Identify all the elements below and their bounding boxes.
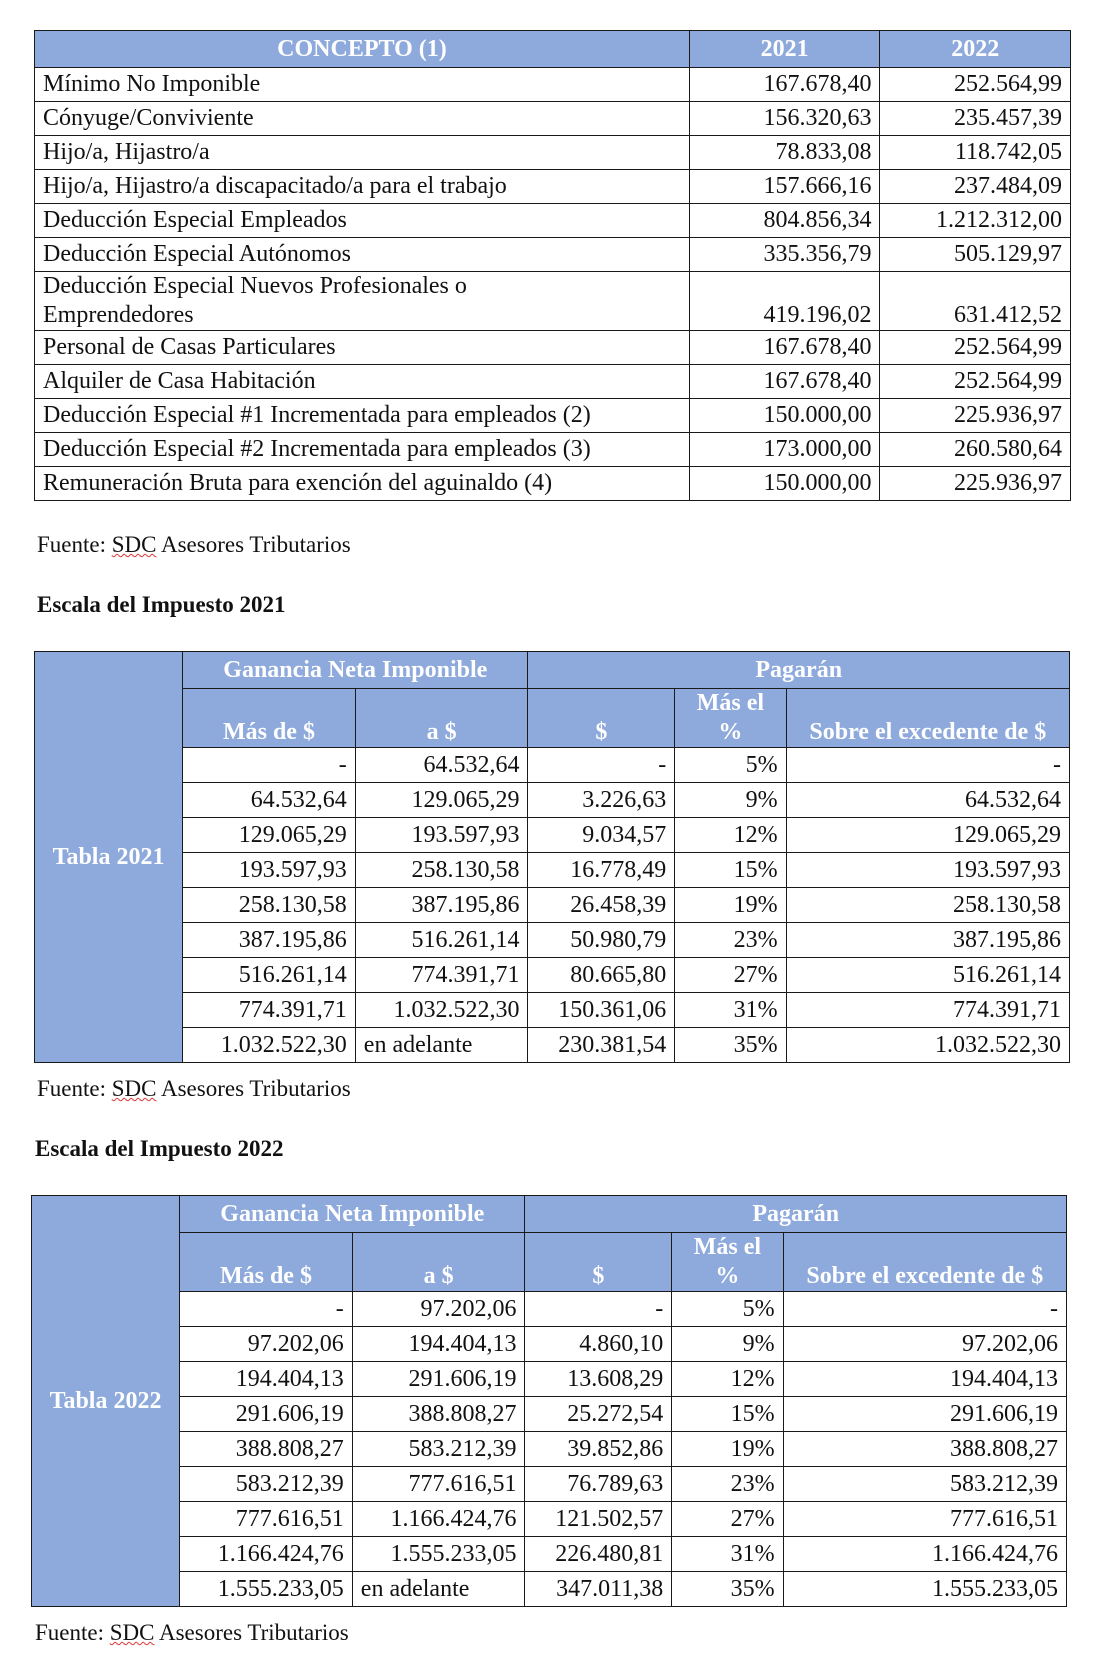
from-cell: 193.597,93 (183, 853, 356, 888)
table-row (35, 818, 1070, 853)
col-header-excess: Sobre el excedente de $ (786, 689, 1069, 748)
percent-cell: 9% (672, 1327, 783, 1362)
concepts-table (34, 30, 1071, 501)
to-cell: 258.130,58 (355, 853, 528, 888)
source-org: SDC (111, 532, 157, 557)
from-cell: - (180, 1292, 353, 1327)
excess-cell: 1.032.522,30 (786, 1028, 1069, 1063)
amount-cell: - (528, 748, 675, 783)
to-cell: 97.202,06 (352, 1292, 525, 1327)
concept-cell: Deducción Especial #2 Incrementada para empleados (3) (35, 433, 690, 467)
amount-cell: 80.665,80 (528, 958, 675, 993)
source-label: Fuente: (35, 1620, 104, 1645)
value-2021-cell: 419.196,02 (689, 272, 880, 331)
excess-cell: 388.808,27 (783, 1432, 1066, 1467)
to-cell: 194.404,13 (352, 1327, 525, 1362)
table-row (35, 467, 1071, 501)
to-cell: 777.616,51 (352, 1467, 525, 1502)
group-header-income: Ganancia Neta Imponible (183, 652, 528, 689)
amount-cell: 50.980,79 (528, 923, 675, 958)
concept-cell: Personal de Casas Particulares (35, 331, 690, 365)
to-cell: 583.212,39 (352, 1432, 525, 1467)
amount-cell: 9.034,57 (528, 818, 675, 853)
source-org: SDC (111, 1076, 157, 1101)
excess-cell: 1.166.424,76 (783, 1537, 1066, 1572)
from-cell: 291.606,19 (180, 1397, 353, 1432)
excess-cell: 258.130,58 (786, 888, 1069, 923)
col-header-percent-line2: % (718, 719, 743, 745)
value-2021-cell: 150.000,00 (689, 467, 880, 501)
table-row (35, 365, 1071, 399)
value-2022-cell: 631.412,52 (880, 272, 1071, 331)
scale-2022-heading: Escala del Impuesto 2022 (35, 1136, 284, 1161)
concept-cell (35, 272, 690, 331)
table-row (35, 331, 1071, 365)
concept-cell: Hijo/a, Hijastro/a discapacitado/a para el trabajo (35, 170, 690, 204)
table-row (35, 958, 1070, 993)
amount-cell: 226.480,81 (525, 1537, 672, 1572)
scale-2021-heading: Escala del Impuesto 2021 (37, 592, 286, 617)
percent-cell: 5% (672, 1292, 783, 1327)
percent-cell: 27% (675, 958, 786, 993)
to-cell: 516.261,14 (355, 923, 528, 958)
col-header-percent-line1: Más el (696, 690, 765, 716)
value-2021-cell: 173.000,00 (689, 433, 880, 467)
source-label: Fuente: (37, 1076, 106, 1101)
excess-cell: - (786, 748, 1069, 783)
percent-cell: 23% (675, 923, 786, 958)
excess-cell: 193.597,93 (786, 853, 1069, 888)
group-header-row (32, 1196, 1067, 1233)
concept-column-header: CONCEPTO (1) (35, 31, 690, 68)
table-row (32, 1467, 1067, 1502)
table-row (35, 433, 1071, 467)
from-cell: 583.212,39 (180, 1467, 353, 1502)
table-row (32, 1537, 1067, 1572)
value-2021-cell: 167.678,40 (689, 68, 880, 102)
to-cell: 774.391,71 (355, 958, 528, 993)
col-header-percent-line2: % (715, 1263, 740, 1289)
concept-line-2: Emprendedores (43, 302, 194, 328)
to-cell: 193.597,93 (355, 818, 528, 853)
concept-cell: Mínimo No Imponible (35, 68, 690, 102)
source-note (35, 1620, 349, 1646)
value-2022-cell: 118.742,05 (880, 136, 1071, 170)
table-row (32, 1432, 1067, 1467)
col-header-excess: Sobre el excedente de $ (783, 1233, 1066, 1292)
percent-cell: 31% (672, 1537, 783, 1572)
year-2021-column-header: 2021 (689, 31, 880, 68)
value-2021-cell: 78.833,08 (689, 136, 880, 170)
percent-cell: 5% (675, 748, 786, 783)
value-2022-cell: 237.484,09 (880, 170, 1071, 204)
table-row (35, 923, 1070, 958)
table-row (35, 399, 1071, 433)
percent-cell: 31% (675, 993, 786, 1028)
to-cell: 387.195,86 (355, 888, 528, 923)
amount-cell: 13.608,29 (525, 1362, 672, 1397)
table-row (35, 102, 1071, 136)
excess-cell: 583.212,39 (783, 1467, 1066, 1502)
col-header-amount: $ (525, 1233, 672, 1292)
column-header-row (32, 1233, 1067, 1292)
amount-cell: 347.011,38 (525, 1572, 672, 1607)
source-label: Fuente: (37, 532, 106, 557)
from-cell: 64.532,64 (183, 783, 356, 818)
col-header-from: Más de $ (183, 689, 356, 748)
concept-cell: Remuneración Bruta para exención del aguinaldo (4) (35, 467, 690, 501)
to-cell: 1.032.522,30 (355, 993, 528, 1028)
table-row (35, 993, 1070, 1028)
to-cell: 291.606,19 (352, 1362, 525, 1397)
percent-cell: 12% (675, 818, 786, 853)
percent-cell: 15% (675, 853, 786, 888)
excess-cell: 97.202,06 (783, 1327, 1066, 1362)
value-2022-cell: 1.212.312,00 (880, 204, 1071, 238)
excess-cell: - (783, 1292, 1066, 1327)
col-header-amount: $ (528, 689, 675, 748)
source-org: SDC (109, 1620, 155, 1645)
excess-cell: 777.616,51 (783, 1502, 1066, 1537)
col-header-percent (675, 689, 786, 748)
col-header-to: a $ (352, 1233, 525, 1292)
side-label: Tabla 2021 (35, 652, 183, 1063)
concepts-header-row (35, 31, 1071, 68)
table-row (35, 68, 1071, 102)
value-2022-cell: 252.564,99 (880, 331, 1071, 365)
concept-cell: Deducción Especial Autónomos (35, 238, 690, 272)
group-header-income: Ganancia Neta Imponible (180, 1196, 525, 1233)
value-2022-cell: 252.564,99 (880, 68, 1071, 102)
excess-cell: 516.261,14 (786, 958, 1069, 993)
source-note (37, 1076, 351, 1102)
table-row (35, 272, 1071, 331)
amount-cell: - (525, 1292, 672, 1327)
value-2022-cell: 235.457,39 (880, 102, 1071, 136)
from-cell: 1.166.424,76 (180, 1537, 353, 1572)
percent-cell: 9% (675, 783, 786, 818)
concept-cell: Deducción Especial #1 Incrementada para empleados (2) (35, 399, 690, 433)
from-cell: 387.195,86 (183, 923, 356, 958)
value-2021-cell: 335.356,79 (689, 238, 880, 272)
from-cell: 1.032.522,30 (183, 1028, 356, 1063)
year-2022-column-header: 2022 (880, 31, 1071, 68)
col-header-percent (672, 1233, 783, 1292)
percent-cell: 35% (675, 1028, 786, 1063)
amount-cell: 4.860,10 (525, 1327, 672, 1362)
concept-line-1: Deducción Especial Nuevos Profesionales o (43, 273, 467, 299)
to-cell: en adelante (352, 1572, 525, 1607)
concept-cell: Alquiler de Casa Habitación (35, 365, 690, 399)
table-row (35, 170, 1071, 204)
table-row (35, 888, 1070, 923)
table-row (35, 238, 1071, 272)
to-cell: 64.532,64 (355, 748, 528, 783)
amount-cell: 25.272,54 (525, 1397, 672, 1432)
value-2022-cell: 252.564,99 (880, 365, 1071, 399)
table-row (35, 853, 1070, 888)
amount-cell: 121.502,57 (525, 1502, 672, 1537)
table-row (35, 783, 1070, 818)
from-cell: 97.202,06 (180, 1327, 353, 1362)
amount-cell: 26.458,39 (528, 888, 675, 923)
value-2021-cell: 157.666,16 (689, 170, 880, 204)
table-row (35, 1028, 1070, 1063)
group-header-pay: Pagarán (525, 1196, 1067, 1233)
percent-cell: 15% (672, 1397, 783, 1432)
from-cell: 516.261,14 (183, 958, 356, 993)
table-row (32, 1327, 1067, 1362)
amount-cell: 150.361,06 (528, 993, 675, 1028)
from-cell: - (183, 748, 356, 783)
excess-cell: 64.532,64 (786, 783, 1069, 818)
from-cell: 774.391,71 (183, 993, 356, 1028)
amount-cell: 230.381,54 (528, 1028, 675, 1063)
concept-cell: Hijo/a, Hijastro/a (35, 136, 690, 170)
value-2021-cell: 804.856,34 (689, 204, 880, 238)
amount-cell: 39.852,86 (525, 1432, 672, 1467)
group-header-pay: Pagarán (528, 652, 1070, 689)
value-2022-cell: 505.129,97 (880, 238, 1071, 272)
value-2021-cell: 156.320,63 (689, 102, 880, 136)
percent-cell: 23% (672, 1467, 783, 1502)
amount-cell: 16.778,49 (528, 853, 675, 888)
table-row (32, 1572, 1067, 1607)
excess-cell: 774.391,71 (786, 993, 1069, 1028)
table-row (35, 136, 1071, 170)
excess-cell: 291.606,19 (783, 1397, 1066, 1432)
table-row (32, 1502, 1067, 1537)
percent-cell: 27% (672, 1502, 783, 1537)
from-cell: 258.130,58 (183, 888, 356, 923)
col-header-from: Más de $ (180, 1233, 353, 1292)
percent-cell: 19% (672, 1432, 783, 1467)
to-cell: 1.166.424,76 (352, 1502, 525, 1537)
value-2021-cell: 167.678,40 (689, 365, 880, 399)
excess-cell: 387.195,86 (786, 923, 1069, 958)
table-row (32, 1362, 1067, 1397)
from-cell: 388.808,27 (180, 1432, 353, 1467)
from-cell: 194.404,13 (180, 1362, 353, 1397)
percent-cell: 19% (675, 888, 786, 923)
group-header-row (35, 652, 1070, 689)
concept-cell: Deducción Especial Empleados (35, 204, 690, 238)
amount-cell: 3.226,63 (528, 783, 675, 818)
excess-cell: 129.065,29 (786, 818, 1069, 853)
source-rest: Asesores Tributarios (158, 1620, 349, 1645)
source-rest: Asesores Tributarios (160, 1076, 351, 1101)
value-2021-cell: 150.000,00 (689, 399, 880, 433)
table-row (32, 1397, 1067, 1432)
scale-2021-table (34, 651, 1070, 1063)
source-rest: Asesores Tributarios (160, 532, 351, 557)
percent-cell: 12% (672, 1362, 783, 1397)
value-2022-cell: 260.580,64 (880, 433, 1071, 467)
excess-cell: 1.555.233,05 (783, 1572, 1066, 1607)
col-header-to: a $ (355, 689, 528, 748)
side-label: Tabla 2022 (32, 1196, 180, 1607)
concept-cell: Cónyuge/Conviviente (35, 102, 690, 136)
to-cell: 388.808,27 (352, 1397, 525, 1432)
table-row (32, 1292, 1067, 1327)
value-2022-cell: 225.936,97 (880, 399, 1071, 433)
amount-cell: 76.789,63 (525, 1467, 672, 1502)
column-header-row (35, 689, 1070, 748)
from-cell: 777.616,51 (180, 1502, 353, 1537)
to-cell: 1.555.233,05 (352, 1537, 525, 1572)
from-cell: 1.555.233,05 (180, 1572, 353, 1607)
table-row (35, 748, 1070, 783)
from-cell: 129.065,29 (183, 818, 356, 853)
percent-cell: 35% (672, 1572, 783, 1607)
source-note (37, 532, 351, 558)
value-2021-cell: 167.678,40 (689, 331, 880, 365)
value-2022-cell: 225.936,97 (880, 467, 1071, 501)
to-cell: 129.065,29 (355, 783, 528, 818)
to-cell: en adelante (355, 1028, 528, 1063)
col-header-percent-line1: Más el (693, 1234, 762, 1260)
scale-2022-table (31, 1195, 1067, 1607)
excess-cell: 194.404,13 (783, 1362, 1066, 1397)
table-row (35, 204, 1071, 238)
